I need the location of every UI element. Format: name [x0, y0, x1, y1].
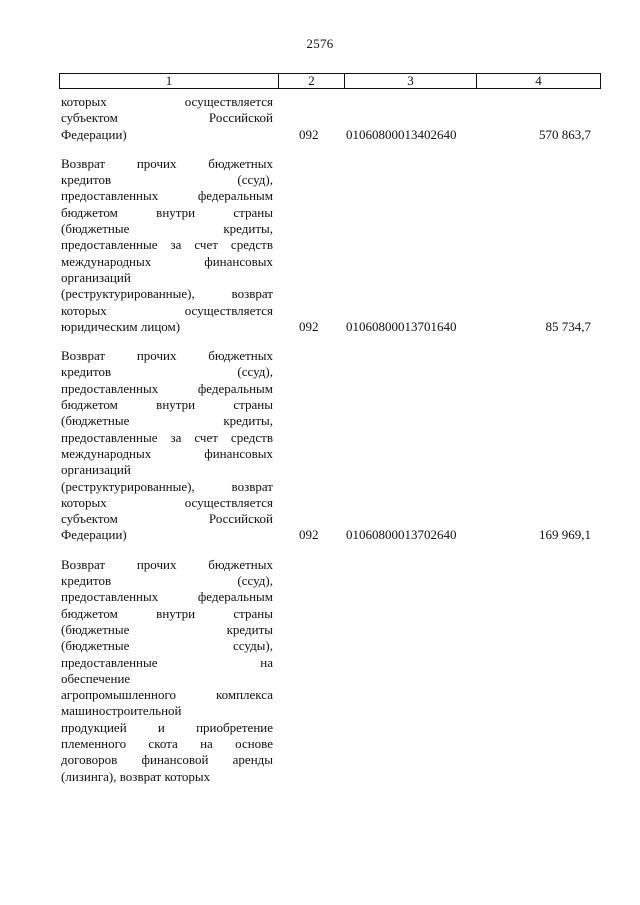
description-line: международных финансовых: [61, 445, 273, 461]
description-line: Возврат прочих бюджетных: [61, 155, 273, 171]
description-line: машиностроительной: [61, 703, 182, 719]
description-line: предоставленные за счет средств: [61, 237, 273, 253]
row-classification-code: 01060800013402640: [346, 126, 457, 142]
row-admin-code: 092: [299, 318, 319, 334]
row-admin-code: 092: [299, 126, 319, 142]
description-line: предоставленных федеральным: [61, 188, 273, 204]
table-header-row: [59, 73, 601, 89]
description-line: (бюджетные кредиты,: [61, 221, 273, 237]
description-line: Возврат прочих бюджетных: [61, 348, 273, 364]
table-body: [61, 94, 601, 798]
description-line: кредитов (ссуд),: [61, 172, 273, 188]
description-line: договоров финансовой аренды: [61, 752, 273, 768]
description-line: предоставленных федеральным: [61, 589, 273, 605]
description-line: субъектом Российской: [61, 511, 273, 527]
description-line: агропромышленного комплекса: [61, 687, 273, 703]
description-line: субъектом Российской: [61, 110, 273, 126]
row-amount: 85 734,7: [545, 318, 591, 334]
table-header-col-3: 3: [344, 74, 476, 88]
description-line: организаций: [61, 269, 131, 285]
description-line: бюджетом внутри страны: [61, 397, 273, 413]
page-number: 2576: [306, 36, 334, 51]
description-line: Возврат прочих бюджетных: [61, 556, 273, 572]
table-header-col-4: 4: [476, 74, 600, 88]
row-admin-code: 092: [299, 527, 319, 543]
description-line: Федерации): [61, 126, 127, 142]
description-line: предоставленных федеральным: [61, 380, 273, 396]
description-line: кредитов (ссуд),: [61, 364, 273, 380]
table-row: [61, 94, 601, 143]
description-line: организаций: [61, 462, 131, 478]
row-classification-code: 01060800013701640: [346, 318, 457, 334]
row-amount: 570 863,7: [539, 126, 591, 142]
row-description: [61, 156, 273, 335]
row-amount: 169 969,1: [539, 527, 591, 543]
description-line: обеспечение: [61, 670, 131, 686]
row-description: [61, 348, 273, 544]
description-line: которых осуществляется: [61, 94, 273, 109]
description-line: кредитов (ссуд),: [61, 573, 273, 589]
description-line: (лизинга), возврат которых: [61, 768, 211, 784]
table-header-col-2: 2: [278, 74, 344, 88]
description-line: племенного скота на основе: [61, 735, 273, 751]
description-line: которых осуществляется: [61, 302, 273, 318]
description-line: бюджетом внутри страны: [61, 204, 273, 220]
row-description: [61, 557, 273, 785]
description-line: бюджетом внутри страны: [61, 605, 273, 621]
row-description: [61, 94, 273, 143]
description-line: (бюджетные кредиты,: [61, 413, 273, 429]
description-line: (реструктурированные), возврат: [61, 478, 273, 494]
description-line: предоставленные на: [61, 654, 273, 670]
description-line: предоставленные за счет средств: [61, 429, 273, 445]
description-line: международных финансовых: [61, 253, 273, 269]
description-line: (бюджетные кредиты: [61, 621, 273, 637]
description-line: которых осуществляется: [61, 494, 273, 510]
description-line: юридическим лицом): [61, 318, 181, 334]
table-header-col-1: 1: [165, 73, 173, 88]
description-line: продукцией и приобретение: [61, 719, 273, 735]
table-row: [61, 156, 601, 335]
description-line: Федерации): [61, 527, 127, 543]
row-classification-code: 01060800013702640: [346, 527, 457, 543]
table-row: [61, 348, 601, 544]
table-row: [61, 557, 601, 785]
description-line: (реструктурированные), возврат: [61, 286, 273, 302]
description-line: (бюджетные ссуды),: [61, 638, 273, 654]
